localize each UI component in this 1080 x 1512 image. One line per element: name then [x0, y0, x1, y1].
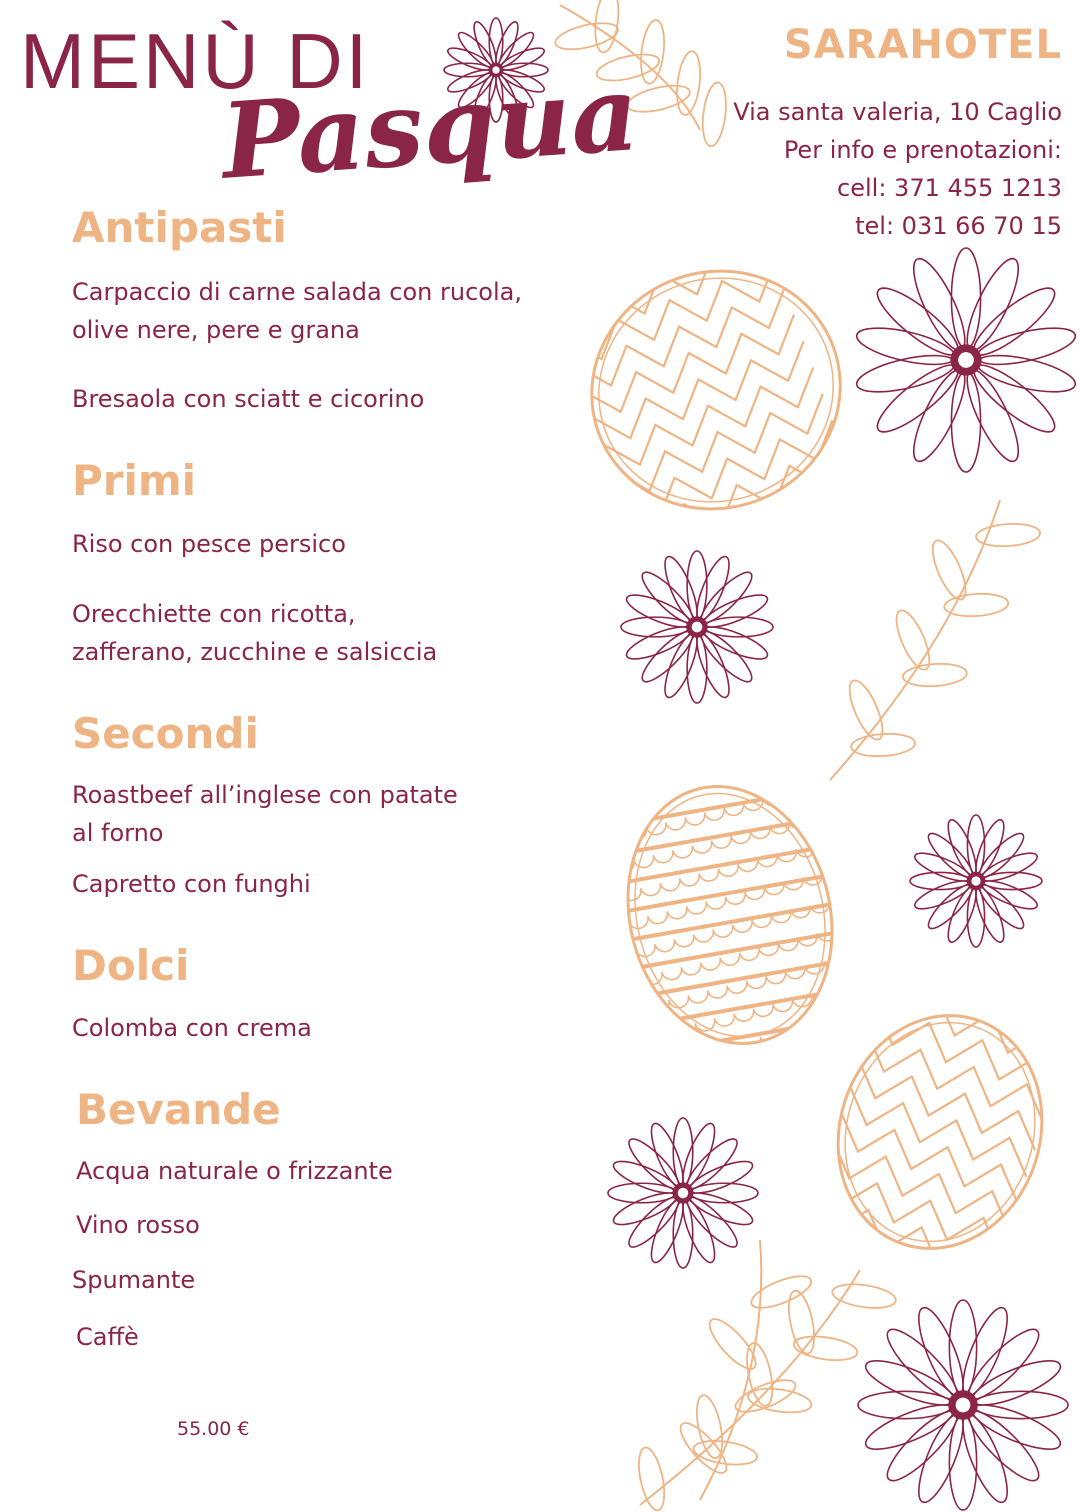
branch-icon [674, 1240, 815, 1500]
hotel-address: Via santa valeria, 10 Caglio [733, 98, 1062, 126]
cell-phone: cell: 371 455 1213 [837, 174, 1062, 202]
flower-icon [910, 815, 1042, 947]
telephone: tel: 031 66 70 15 [855, 212, 1062, 240]
menu-item: Capretto con funghi [72, 870, 311, 898]
menu-item: Spumante [72, 1266, 196, 1294]
flower-icon [854, 248, 1079, 472]
flower-icon [858, 1300, 1068, 1510]
menu-item: Riso con pesce persico [72, 530, 346, 558]
menu-item: Carpaccio di carne salada con rucola, [72, 278, 522, 306]
section-title-bevande: Bevande [76, 1085, 281, 1134]
menu-price: 55.00 € [177, 1418, 250, 1440]
section-title-dolci: Dolci [72, 941, 190, 990]
section-title-secondi: Secondi [72, 709, 259, 758]
menu-item: al forno [72, 819, 164, 847]
branch-icon [634, 1270, 897, 1512]
menu-item: Orecchiette con ricotta, [72, 600, 356, 628]
branch-icon [830, 500, 1041, 780]
hotel-name: SARAHOTEL [783, 22, 1062, 68]
menu-item: Acqua naturale o frizzante [76, 1157, 393, 1185]
section-title-antipasti: Antipasti [72, 203, 287, 252]
menu-title-script: Pasqua [217, 51, 643, 203]
menu-item: Caffè [76, 1323, 139, 1351]
menu-title-line1: MENÙ DI [20, 17, 371, 105]
menu-item: zafferano, zucchine e salsiccia [72, 638, 438, 666]
menu-item: Bresaola con sciatt e cicorino [72, 385, 425, 413]
menu-item: olive nere, pere e grana [72, 316, 360, 344]
booking-info-label: Per info e prenotazioni: [783, 136, 1062, 164]
menu-item: Vino rosso [76, 1211, 200, 1239]
section-title-primi: Primi [72, 456, 197, 505]
flower-icon [621, 551, 773, 703]
easter-egg-icon [555, 227, 878, 554]
flower-icon [608, 1118, 758, 1268]
menu-item: Colomba con crema [72, 1014, 312, 1042]
menu-item: Roastbeef all’inglese con patate [72, 781, 458, 809]
easter-egg-icon [602, 760, 880, 1071]
easter-egg-icon [805, 979, 1075, 1285]
